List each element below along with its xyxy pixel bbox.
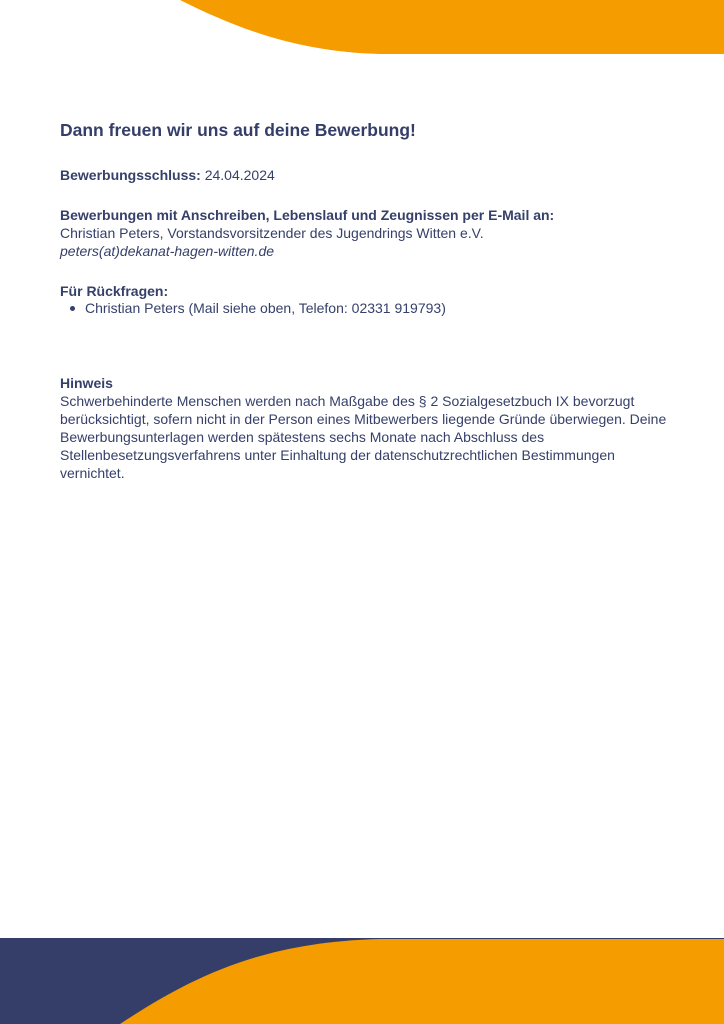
list-item-text: Christian Peters (Mail siehe oben, Telefon: 02331 919793) <box>85 300 446 316</box>
deadline-row <box>60 166 275 184</box>
followup-list <box>60 299 446 317</box>
deadline-value: 24.04.2024 <box>204 167 275 183</box>
contact-person: Christian Peters, Vorstandsvorsitzender des Jugendrings Witten e.V. <box>60 225 484 241</box>
list-item <box>60 299 446 317</box>
followup-label: Für Rückfragen: <box>60 283 169 299</box>
applications-label: Bewerbungen mit Anschreiben, Lebenslauf und Zeugnissen per E-Mail an: <box>60 207 555 223</box>
page-heading: Dann freuen wir uns auf deine Bewerbung! <box>60 120 416 140</box>
notice-text: Schwerbehinderte Menschen werden nach Maßgabe des § 2 Sozialgesetzbuch IX bevorzugt berücksichtigt, sofern nicht in der Person eines Mitbewerbers liegende Gründe überwiegen. Deine Bewerbungsunterlagen werden spätestens sechs Monate nach Abschluss des Stellenbesetzungsverfahrens unter Einhaltung der datenschutzrechtlichen Bestimmungen vernichtet. <box>60 393 667 481</box>
deadline-label: Bewerbungsschluss: <box>60 167 201 183</box>
top-orange-wave <box>0 0 724 56</box>
notice-title: Hinweis <box>60 375 113 391</box>
bullet-icon <box>70 306 75 311</box>
contact-email: peters(at)dekanat-hagen-witten.de <box>60 243 275 259</box>
bottom-wave-decoration <box>0 938 724 1024</box>
